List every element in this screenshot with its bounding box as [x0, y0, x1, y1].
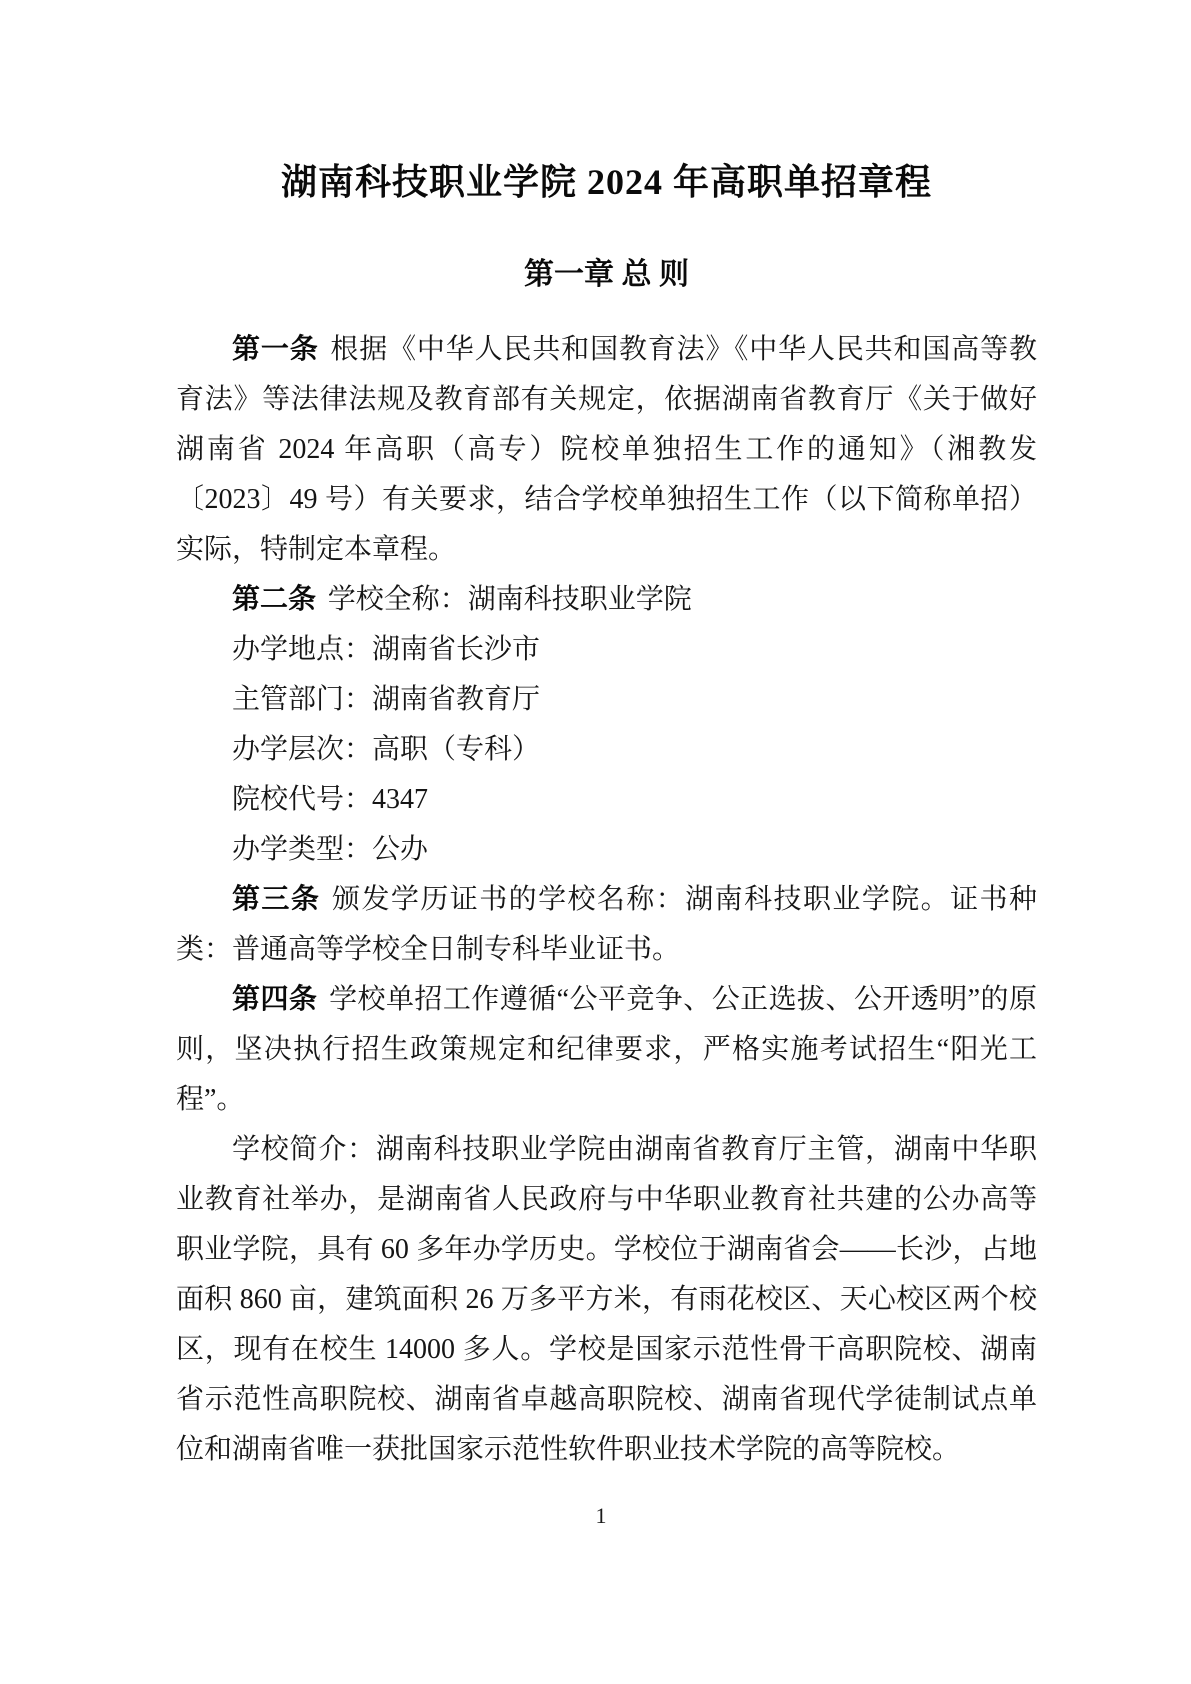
document-title: 湖南科技职业学院 2024 年高职单招章程	[280, 162, 932, 202]
college-code-text: 院校代号：4347	[232, 784, 429, 815]
article-2-label: 第二条	[232, 584, 317, 615]
article-3-label: 第三条	[232, 884, 321, 915]
article-4-text: 学校单招工作遵循“公平竞争、公正选拔、公开透明”的原则，坚决执行招生政策规定和纪律要求，严格实施考试招生“阳光工程”。	[176, 984, 1037, 1115]
paragraph-governing-department	[176, 675, 1037, 725]
paragraph-education-level	[176, 725, 1037, 775]
school-introduction-text: 学校简介：湖南科技职业学院由湖南省教育厅主管，湖南中华职业教育社举办，是湖南省人民政府与中华职业教育社共建的公办高等职业学院，具有 60 多年办学历史。学校位于湖南省会——长沙，占地面积 860 亩，建筑面积 26 万多平方米，有雨花校区、天心校区两个校区，现有在校生 14000 多人。学校是国家示范性骨干高职院校、湖南省示范性高职院校、湖南省卓越高职院校、湖南省现代学徒制试点单位和湖南省唯一获批国家示范性软件职业技术学院的高等院校。	[176, 1134, 1037, 1465]
paragraph-article-1	[176, 325, 1037, 575]
education-level-text: 办学层次：高职（专科）	[232, 734, 541, 765]
article-1-text: 根据《中华人民共和国教育法》《中华人民共和国高等教育法》等法律法规及教育部有关规定，依据湖南省教育厅《关于做好湖南省 2024 年高职（高专）院校单独招生工作的通知》（湘教发〔2023〕49 号）有关要求，结合学校单独招生工作（以下简称单招）实际，特制定本章程。	[176, 334, 1037, 565]
governing-department-text: 主管部门：湖南省教育厅	[232, 684, 541, 715]
article-3-text: 颁发学历证书的学校名称：湖南科技职业学院。证书种类：普通高等学校全日制专科毕业证书。	[176, 884, 1037, 965]
article-2-text: 学校全称：湖南科技职业学院	[327, 584, 692, 615]
article-1-label: 第一条	[232, 334, 319, 365]
page-number: 1	[595, 1503, 607, 1528]
paragraph-college-code	[176, 775, 1037, 825]
chapter-heading: 第一章 总 则	[524, 258, 689, 291]
document-body	[176, 325, 1037, 1475]
paragraph-article-2	[176, 575, 1037, 625]
paragraph-article-4	[176, 975, 1037, 1125]
school-location-text: 办学地点：湖南省长沙市	[232, 634, 541, 665]
paragraph-school-location	[176, 625, 1037, 675]
paragraph-school-type	[176, 825, 1037, 875]
school-type-text: 办学类型：公办	[232, 834, 429, 865]
paragraph-article-3	[176, 875, 1037, 975]
paragraph-school-introduction	[176, 1125, 1037, 1475]
article-4-label: 第四条	[232, 984, 318, 1015]
